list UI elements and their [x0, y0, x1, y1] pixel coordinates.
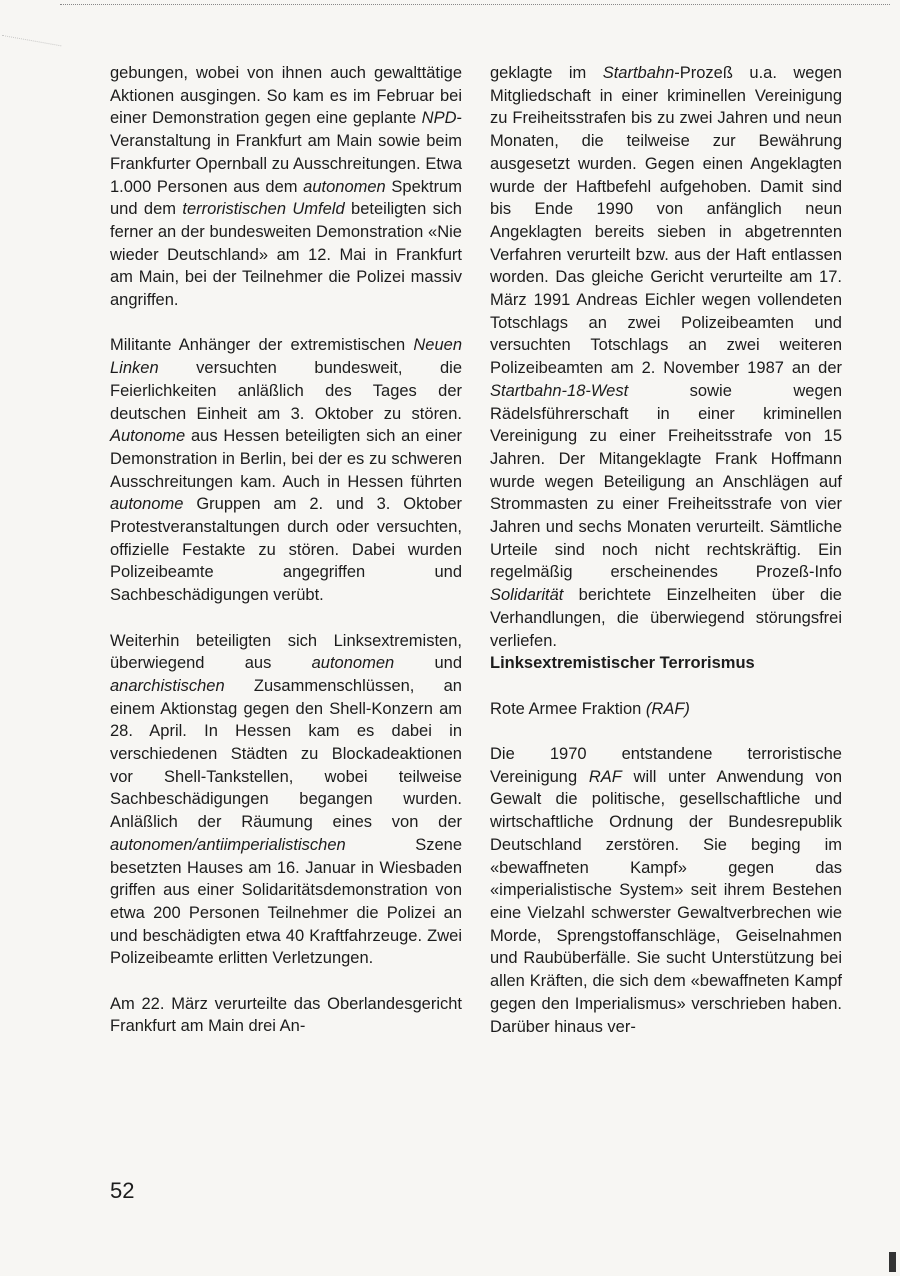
edge-mark: [889, 1252, 896, 1272]
section-subheading: Rote Armee Fraktion (RAF): [490, 699, 690, 718]
section-heading: Linksextremistischer Terrorismus: [490, 654, 755, 673]
left-column: [110, 62, 462, 1038]
scan-artifact: [0, 35, 61, 66]
top-rule: [60, 4, 890, 5]
paragraph-demonstrations: gebungen, wobei von ihnen auch gewalttätige Aktionen ausgingen. So kam es im Februar bei einer Demonstration gegen eine geplante NPD-Veranstaltung in Frankfurt am Main sowie beim Frankfurter Opernball zu Ausschreitungen. Etwa 1.000 Personen aus dem autonomen Spektrum und dem terroristischen Umfeld beteiligten sich ferner an der bundesweiten Demonstration «Nie wieder Deutschland» am 12. Mai in Frankfurt am Main, bei der Teilnehmer die Polizei massiv angriffen.: [110, 64, 462, 310]
page-number: 52: [110, 1178, 135, 1203]
paragraph-olg: Am 22. März verurteilte das Oberlandesgericht Frankfurt am Main drei An-: [110, 994, 462, 1036]
paragraph-raf: Die 1970 entstandene terroristische Vereinigung RAF will unter Anwendung von Gewalt die politische, gesellschaftliche und wirtschaftliche Ordnung der Bundesrepublik Deutschland zerstören. Sie beging im «bewaffneten Kampf» gegen das «imperialistische System» seit ihrem Bestehen eine Vielzahl schwerster Gewaltverbrechen wie Morde, Sprengstoffanschläge, Geiselnahmen und Raubüberfälle. Sie sucht Unterstützung bei allen Kräften, die sich dem «bewaffneten Kampf gegen den Imperialismus» verschrieben haben. Darüber hinaus ver-: [490, 745, 842, 1036]
paragraph-startbahn: geklagte im Startbahn-Prozeß u.a. wegen Mitgliedschaft in einer kriminellen Vereinigung zu Freiheitsstrafen bis zu zwei Jahren und neun Monaten, die teilweise zur Bewährung ausgesetzt wurden. Gegen einen Angeklagten wurde der Haftbefehl aufgehoben. Damit sind bis Ende 1990 von anfänglich neun Angeklagten bereits sieben in abgetrennten Verfahren verurteilt bzw. aus der Haft entlassen worden. Das gleiche Gericht verurteilte am 17. März 1991 Andreas Eichler wegen vollendeten Totschlags an zwei Polizeibeamten und versuchten Totschlags an zwei weiteren Polizeibeamten am 2. November 1987 an der Startbahn-18-West sowie wegen Rädelsführerschaft in einer kriminellen Vereinigung zu einer Freiheitsstrafe von 15 Jahren. Der Mitangeklagte Frank Hoffmann wurde wegen Beteiligung an Anschlägen auf Strommasten zu einer Freiheitsstrafe von vier Jahren und sechs Monaten verurteilt. Sämtliche Urteile sind noch nicht rechtskräftig. Ein regelmäßig erscheinendes Prozeß-Info Solidarität berichtete Einzelheiten über die Verhandlungen, die überwiegend störungsfrei verliefen.: [490, 64, 842, 650]
right-column: [490, 62, 842, 1038]
paragraph-shell: Weiterhin beteiligten sich Linksextremisten, überwiegend aus autonomen und anarchistischen Zusammenschlüssen, an einem Aktionstag gegen den Shell-Konzern am 28. April. In Hessen kam es dabei in verschiedenen Städten zu Blockadeaktionen vor Shell-Tankstellen, wobei teilweise Sachbeschädigungen begangen wurden. Anläßlich der Räumung eines von der autonomen/antiimperialistischen Szene besetzten Hauses am 16. Januar in Wiesbaden griffen aus einer Solidaritätsdemonstration von etwa 200 Personen Teilnehmer die Polizei an und beschädigten etwa 40 Kraftfahrzeuge. Zwei Polizeibeamte erlitten Verletzungen.: [110, 631, 462, 968]
paragraph-einheit: Militante Anhänger der extremistischen Neuen Linken versuchten bundesweit, die Feierlichkeiten anläßlich des Tages der deutschen Einheit am 3. Oktober zu stören. Autonome aus Hessen beteiligten sich an einer Demonstration in Berlin, bei der es zu schweren Ausschreitungen kam. Auch in Hessen führten autonome Gruppen am 2. und 3. Oktober Protestveranstaltungen durch oder versuchten, offizielle Festakte zu stören. Dabei wurden Polizeibeamte angegriffen und Sachbeschädigungen verübt.: [110, 336, 462, 605]
